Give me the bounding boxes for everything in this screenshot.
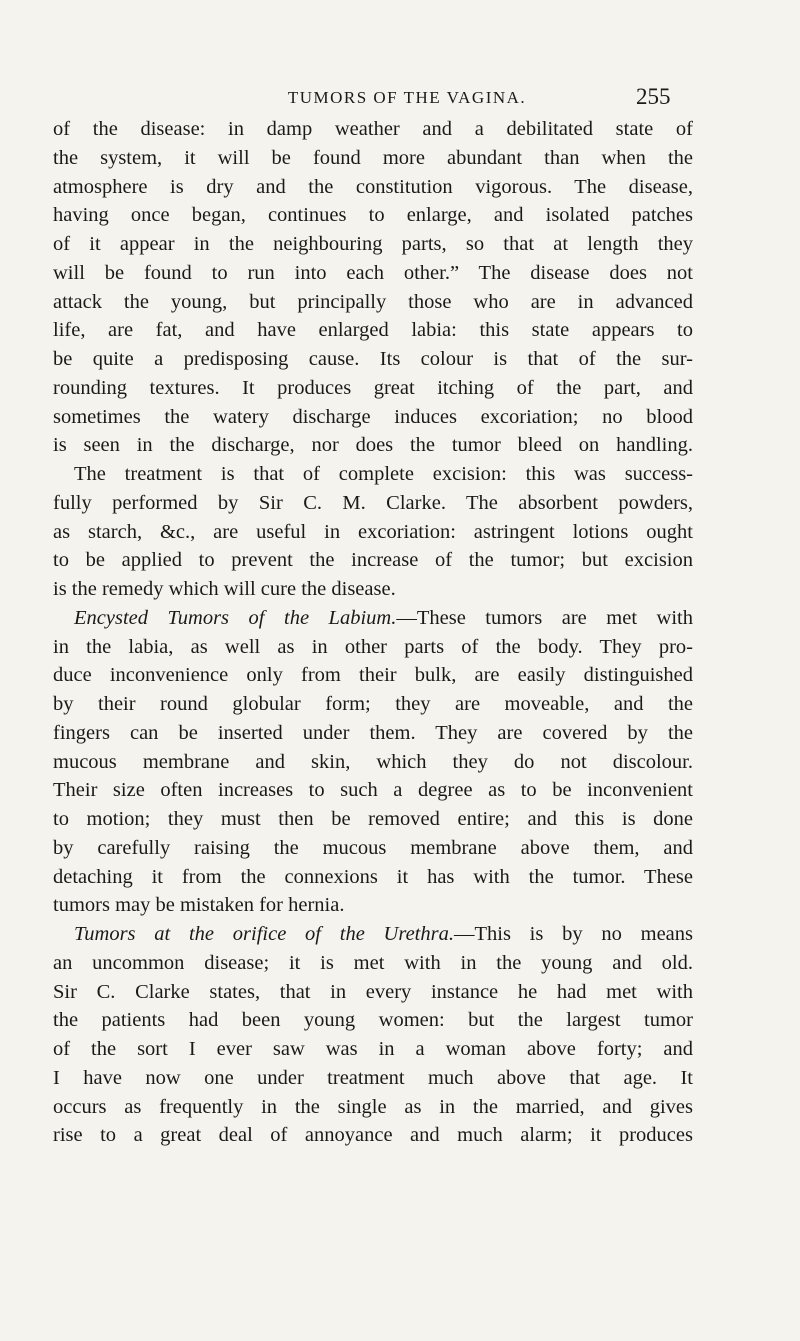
text-line: mucous membrane and skin, which they do not discolour. xyxy=(53,750,693,773)
text-line: duce inconvenience only from their bulk, are easily distinguished xyxy=(53,664,693,687)
text-line: Sir C. Clarke states, that in every instance he had met with xyxy=(53,980,693,1003)
text-line: be quite a predisposing cause. Its colour is that of the sur- xyxy=(53,348,693,370)
text-line: to be applied to prevent the increase of the tumor; but excision xyxy=(53,549,693,572)
text-line: occurs as frequently in the single as in the married, and gives xyxy=(53,1095,693,1118)
text-line: by carefully raising the mucous membrane above them, and xyxy=(53,836,693,859)
text-line: of it appear in the neighbouring parts, so that at length they xyxy=(53,233,693,255)
page-number: 255 xyxy=(636,84,671,109)
section-heading: Encysted Tumors of the Labium. xyxy=(74,606,397,629)
text-line: I have now one under treatment much above that age. It xyxy=(53,1066,693,1089)
section-heading-line xyxy=(53,604,693,633)
text-line: of the disease: in damp weather and a debilitated state of xyxy=(53,118,693,140)
text-line: an uncommon disease; it is met with in the young and old. xyxy=(53,951,693,974)
text-line: by their round globular form; they are moveable, and the xyxy=(53,693,693,715)
paragraph-disease-continued xyxy=(53,115,693,604)
text-line: fingers can be inserted under them. They are covered by the xyxy=(53,721,693,744)
text-line: life, are fat, and have enlarged labia: this state appears to xyxy=(53,319,693,342)
paragraph-urethra-tumors xyxy=(53,920,693,1150)
text-line: to motion; they must then be removed entire; and this is done xyxy=(53,808,693,830)
paragraph-encysted-tumors xyxy=(53,604,693,920)
text-line: the system, it will be found more abundant than when the xyxy=(53,146,693,169)
text-line: as starch, &c., are useful in excoriation: astringent lotions ought xyxy=(53,520,693,543)
text-line: in the labia, as well as in other parts of the body. They pro- xyxy=(53,635,693,658)
text-line: The treatment is that of complete excision: this was success- xyxy=(74,463,693,485)
text-line: the patients had been young women: but the largest tumor xyxy=(53,1009,693,1032)
text-line: detaching it from the connexions it has with the tumor. These xyxy=(53,865,693,888)
running-head: TUMORS OF THE VAGINA. xyxy=(287,88,527,107)
text-line: is the remedy which will cure the disease. xyxy=(53,578,396,600)
text-line: attack the young, but principally those who are in advanced xyxy=(53,290,693,313)
text-line: atmosphere is dry and the constitution vigorous. The disease, xyxy=(53,175,693,198)
text-line: rise to a great deal of annoyance and much alarm; it produces xyxy=(53,1124,693,1147)
text-line: Their size often increases to such a degree as to be inconvenient xyxy=(53,779,693,802)
text-line: rounding textures. It produces great itching of the part, and xyxy=(53,376,693,399)
text-line: tumors may be mistaken for hernia. xyxy=(53,894,345,917)
section-heading-rest: —These tumors are met with xyxy=(396,606,693,629)
text-line: sometimes the watery discharge induces excoriation; no blood xyxy=(53,405,693,428)
text-line: of the sort I ever saw was in a woman above forty; and xyxy=(53,1038,693,1060)
body-text xyxy=(53,115,693,1150)
section-heading: Tumors at the orifice of the Urethra. xyxy=(74,923,454,945)
text-line: is seen in the discharge, nor does the tumor bleed on handling. xyxy=(53,434,693,457)
text-line: fully performed by Sir C. M. Clarke. The absorbent powders, xyxy=(53,491,693,514)
text-line: having once began, continues to enlarge, and isolated patches xyxy=(53,204,693,227)
section-heading-rest: —This is by no means xyxy=(453,923,693,945)
text-line: will be found to run into each other.” The disease does not xyxy=(53,261,693,284)
section-heading-line xyxy=(53,920,693,949)
